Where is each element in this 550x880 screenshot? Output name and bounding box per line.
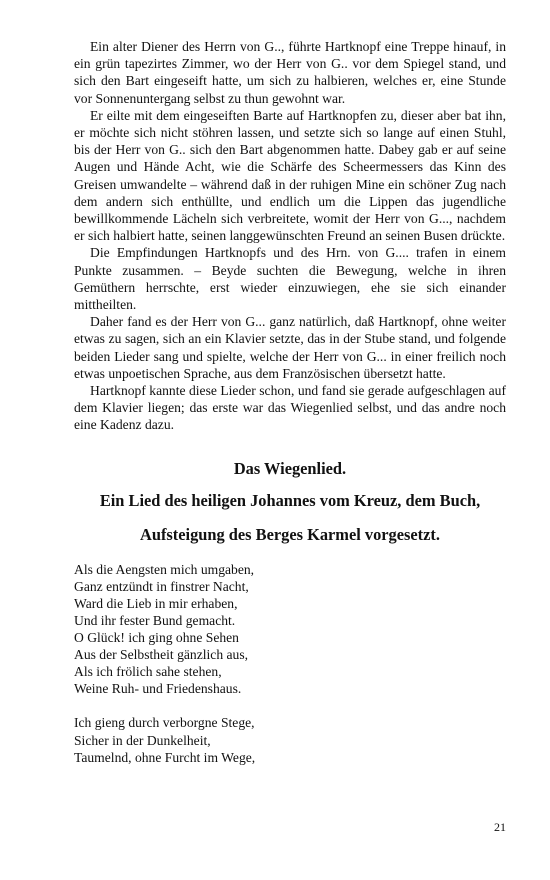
poem-stanza-1	[74, 561, 506, 698]
verse-line: Sicher in der Dunkelheit,	[74, 732, 211, 748]
verse-line: Weine Ruh- und Friedenshaus.	[74, 681, 242, 697]
page-number: 21	[494, 820, 506, 834]
paragraph-3: Die Empfindungen Hartknopfs und des Hrn. von G.... trafen in einem Punkte zusammen. – Beyde suchten die Bewegung, welche in ihren Gemüthern herrschte, erst wieder einzuwiegen, ehe sie sich einander mittheilten.	[74, 245, 506, 313]
verse-line: Und ihr fester Bund gemacht.	[74, 612, 236, 628]
verse-line: O Glück! ich ging ohne Sehen	[74, 630, 239, 646]
song-subtitle-line-1: Ein Lied des heiligen Johannes vom Kreuz, dem Buch,	[99, 490, 481, 510]
song-subtitle-line-2: Aufsteigung des Berges Karmel vorgesetzt.	[140, 524, 440, 544]
verse-line: Ganz entzündt in finstrer Nacht,	[74, 578, 249, 594]
verse-line: Als die Aengsten mich umgaben,	[74, 561, 255, 577]
paragraph-2: Er eilte mit dem eingeseiften Barte auf Hartknopfen zu, dieser aber bat ihn, er möchte sich nicht stöhren lassen, und setzte sich so lange auf einen Stuhl, bis der Herr von G.. sich den Bart abgenommen hatte. Dabey gab er auf seine Augen und Hände Acht, wie die Schärfe des Scheermessers das Kinn des Greisen umwandelte – während daß in der ruhigen Mine ein schöner Zug nach dem andern sich enthüllte, und endlich um die Lippen das jugendliche bewillkommende Lächeln sich verbreitete, womit der Herr von G..., nachdem er sich halbiert hatte, seinen langgewünschten Freund an seinen Busen drückte.	[74, 107, 506, 244]
paragraph-5: Hartknopf kannte diese Lieder schon, und fand sie gerade aufgeschlagen auf dem Klavier liegen; das erste war das Wiegenlied selbst, und das andre noch eine Kadenz dazu.	[74, 383, 506, 433]
verse-line: Als ich frölich sahe stehen,	[74, 664, 222, 680]
paragraph-4: Daher fand es der Herr von G... ganz natürlich, daß Hartknopf, ohne weiter etwas zu sagen, sich an ein Klavier setzte, das in der Stube stand, und folgende beiden Lieder sang und spielte, welche der Herr von G... in einer freilich noch etwas unpoetischen Sprache, aus dem Französischen übersetzt hatte.	[74, 314, 506, 381]
verse-line: Taumelnd, ohne Furcht im Wege,	[74, 749, 256, 765]
verse-line: Aus der Selbstheit gänzlich aus,	[74, 647, 249, 663]
verse-line: Ward die Lieb in mir erhaben,	[74, 595, 238, 611]
paragraph-1: Ein alter Diener des Herrn von G.., führte Hartknopf eine Treppe hinauf, in ein grün tapezirtes Zimmer, wo der Herr von G.. vor dem Spiegel stand, und sich den Bart eingeseift hatte, um sich zu halbieren, welches er, eine Stunde vor Sonnenuntergang selbst zu thun gewohnt war.	[74, 39, 506, 106]
poem-stanza-2	[74, 714, 506, 765]
page-body	[74, 38, 506, 766]
song-title: Das Wiegenlied.	[233, 458, 347, 478]
verse-line: Ich gieng durch verborgne Stege,	[74, 715, 255, 731]
